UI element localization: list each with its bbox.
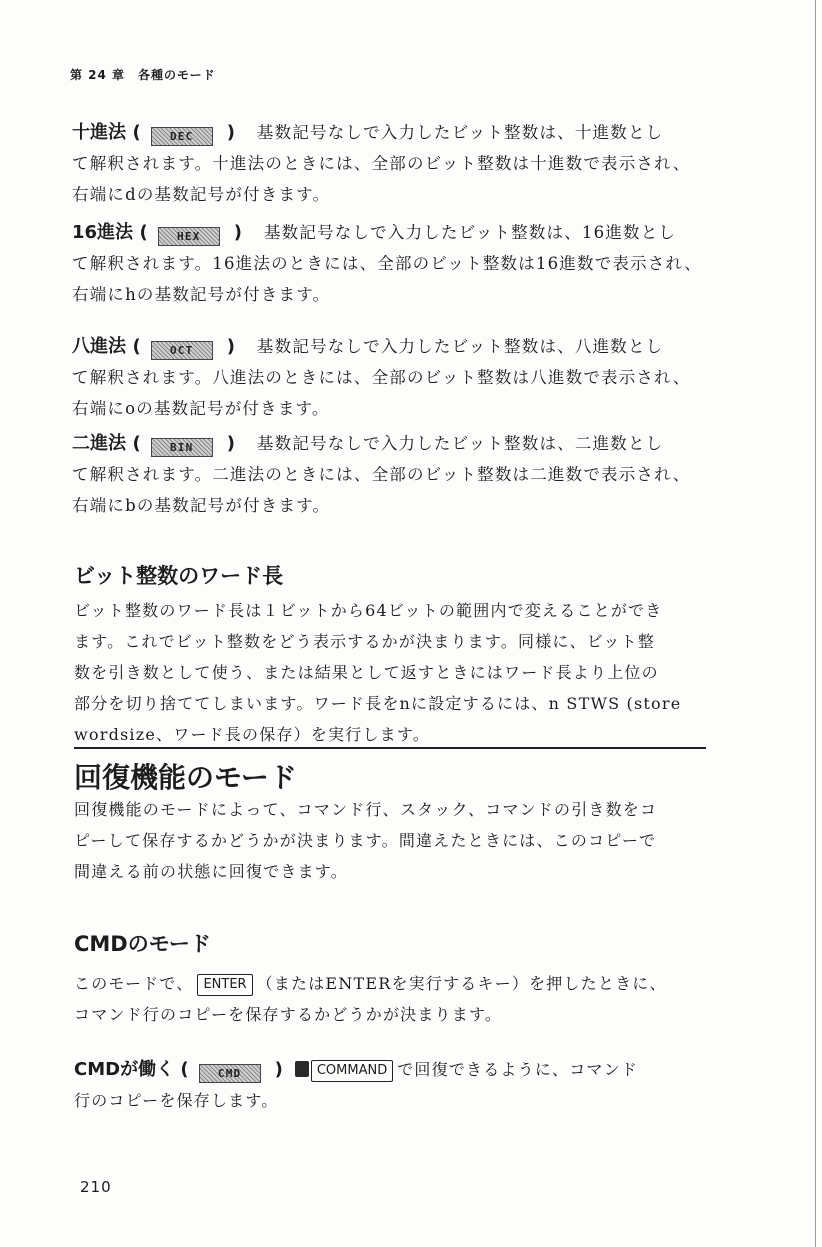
mode-binary-text-2: て解釈されます。二進法のときには、全部のビット整数は二進数で表示され、 (72, 465, 691, 484)
cmd-active-text-1: で回復できるように、コマンド (397, 1060, 639, 1079)
close-paren: ) (226, 122, 235, 143)
cmd-mode-body (74, 968, 714, 1030)
recovery-body (74, 794, 714, 887)
section-rule (74, 747, 706, 749)
word-size-line-2: ます。これでビット整数をどう表示するかが決まります。同様に、ビット整 (74, 632, 655, 651)
mode-hex (72, 217, 712, 310)
word-size-line-4: 部分を切り捨ててしまいます。ワード長をnに設定するには、n STWS (store (74, 694, 682, 713)
mode-binary-line-1 (72, 428, 712, 459)
close-paren: ) (226, 336, 235, 357)
mode-octal-text-2: て解釈されます。八進法のときには、全部のビット整数は八進数で表示され、 (72, 368, 691, 387)
cmd-active-term: CMDが働く (74, 1059, 175, 1080)
recovery-section-title: 回復機能のモード (74, 761, 297, 794)
word-size-line-1: ビット整数のワード長は１ビットから64ビットの範囲内で変えることができ (74, 601, 663, 620)
command-key: COMMAND (311, 1060, 393, 1082)
mode-octal-line-1 (72, 331, 712, 362)
cmd-mode-text-1b: （またはENTERを実行するキー）を押したときに、 (256, 974, 667, 993)
recovery-line-2: ピーして保存するかどうかが決まります。間違えたときには、このコピーで (74, 831, 657, 850)
annunciator-dec: DEC (151, 127, 213, 146)
annunciator-cmd: CMD (199, 1064, 261, 1083)
open-paren: ( (132, 433, 141, 454)
open-paren: ( (180, 1059, 189, 1080)
page-edge-line (815, 0, 816, 1247)
page-number: 210 (80, 1178, 112, 1196)
word-size-line-3: 数を引き数として使う、または結果として返すときにはワード長より上位の (74, 663, 659, 682)
mode-hex-text-3: 右端にhの基数記号が付きます。 (72, 285, 331, 304)
annunciator-hex: HEX (158, 227, 220, 246)
close-paren: ) (226, 433, 235, 454)
mode-octal-text-3: 右端にoの基数記号が付きます。 (72, 399, 330, 418)
mode-hex-text-1: 基数記号なしで入力したビット整数は、16進数とし (263, 223, 677, 242)
open-paren: ( (139, 222, 148, 243)
mode-decimal-line-1 (72, 117, 712, 148)
mode-decimal-term: 十進法 (72, 122, 126, 143)
open-paren: ( (132, 122, 141, 143)
mode-octal-text-1: 基数記号なしで入力したビット整数は、八進数とし (256, 337, 664, 356)
mode-hex-term: 16進法 (72, 222, 134, 243)
close-paren: ) (274, 1059, 283, 1080)
cmd-active-line-2: 行のコピーを保存します。 (74, 1091, 279, 1110)
mode-hex-text-2: て解釈されます。16進法のときには、全部のビット整数は16進数で表示され、 (72, 254, 702, 273)
cmd-mode-heading: CMDのモード (74, 932, 211, 956)
cmd-mode-line-2: コマンド行のコピーを保存するかどうかが決まります。 (74, 1005, 503, 1024)
mode-decimal-text-2: て解釈されます。十進法のときには、全部のビット整数は十進数で表示され、 (72, 154, 691, 173)
mode-hex-line-1 (72, 217, 712, 248)
open-paren: ( (132, 336, 141, 357)
mode-decimal-text-1: 基数記号なしで入力したビット整数は、十進数とし (256, 123, 664, 142)
word-size-heading: ビット整数のワード長 (74, 564, 284, 588)
cmd-mode-line-1 (74, 968, 714, 999)
word-size-body (74, 595, 714, 750)
running-head: 第 24 章 各種のモード (70, 68, 216, 82)
recovery-line-3: 間違える前の状態に回復できます。 (74, 862, 348, 881)
mode-decimal-text-3: 右端にdの基数記号が付きます。 (72, 185, 331, 204)
mode-binary-text-1: 基数記号なしで入力したビット整数は、二進数とし (256, 434, 664, 453)
annunciator-oct: OCT (151, 341, 213, 360)
word-size-line-5: wordsize、ワード長の保存）を実行します。 (74, 725, 430, 744)
mode-octal (72, 331, 712, 424)
mode-octal-term: 八進法 (72, 336, 126, 357)
mode-binary-term: 二進法 (72, 433, 126, 454)
enter-key: ENTER (197, 974, 252, 996)
mode-binary-text-3: 右端にbの基数記号が付きます。 (72, 496, 331, 515)
annunciator-bin: BIN (151, 438, 213, 457)
cmd-active-line-1 (74, 1054, 714, 1085)
mode-decimal (72, 117, 712, 210)
mode-binary (72, 428, 712, 521)
cmd-mode-text-1a: このモードで、 (74, 974, 194, 993)
cmd-active-body (74, 1054, 714, 1116)
left-shift-key-icon (295, 1061, 309, 1077)
close-paren: ) (233, 222, 242, 243)
recovery-line-1: 回復機能のモードによって、コマンド行、スタック、コマンドの引き数をコ (74, 800, 658, 819)
